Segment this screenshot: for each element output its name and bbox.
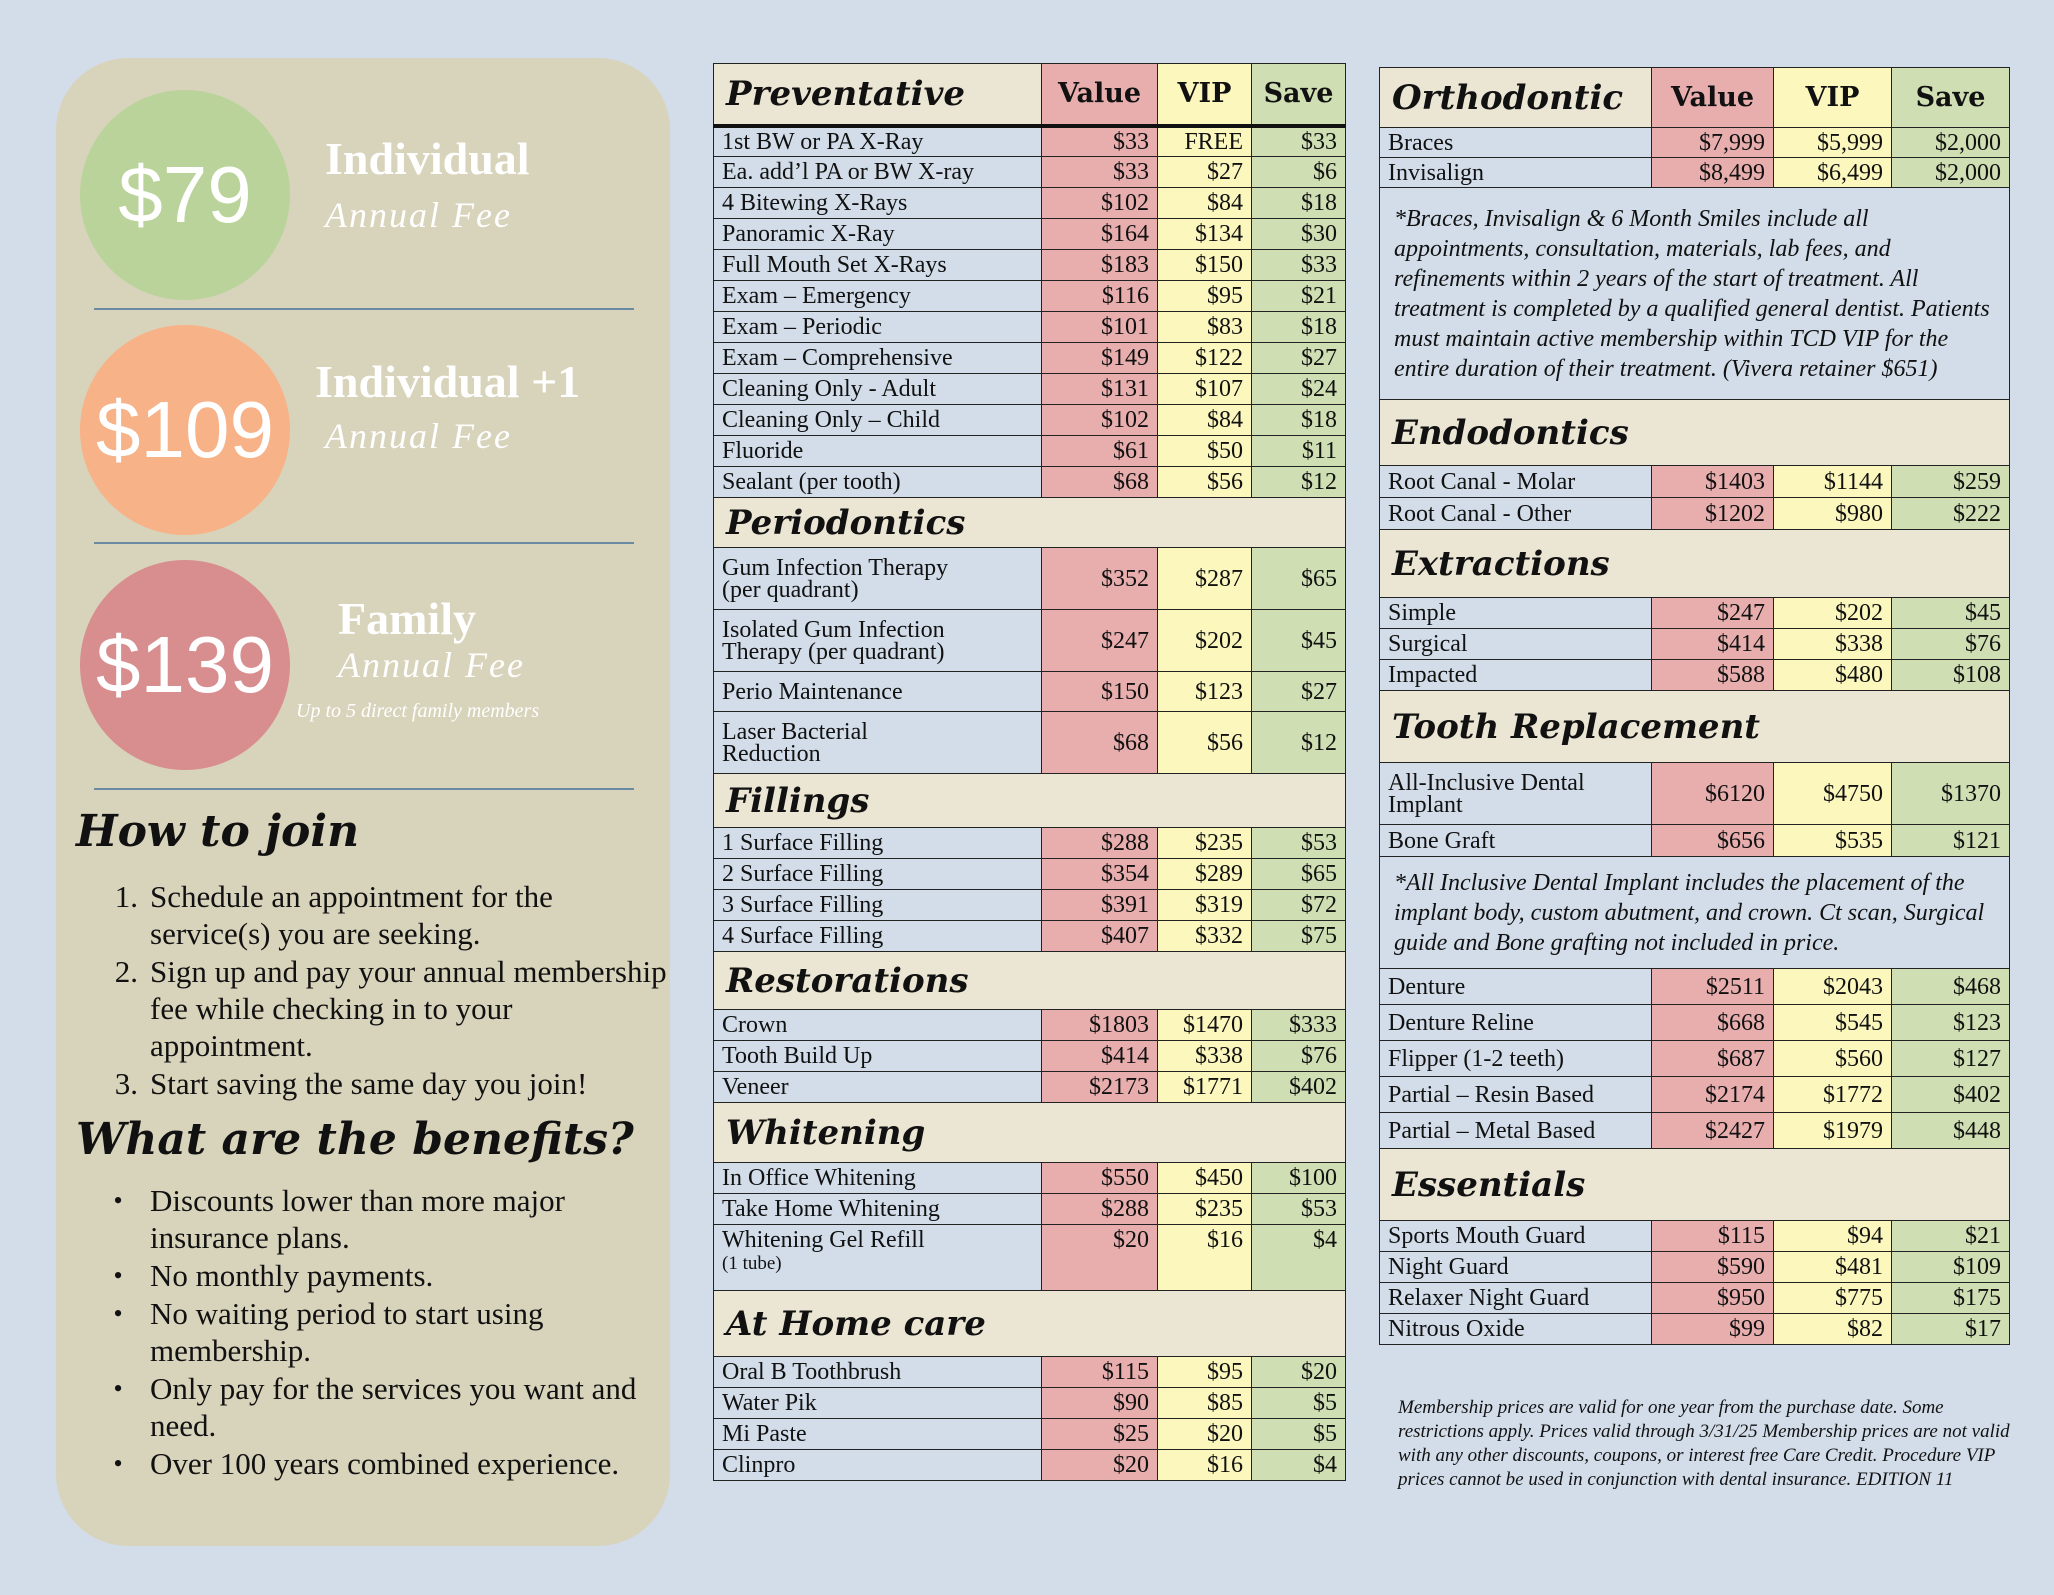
- table-row: [714, 1357, 1346, 1388]
- vip-price: $95: [1158, 1357, 1252, 1388]
- savings: $127: [1892, 1041, 2010, 1077]
- vip-price: $1470: [1158, 1010, 1252, 1041]
- service-name: Bone Graft: [1380, 825, 1652, 857]
- value-price: $588: [1652, 660, 1774, 691]
- vip-price: $775: [1774, 1283, 1892, 1314]
- table-row: [1380, 466, 2010, 498]
- value-price: $391: [1042, 890, 1158, 921]
- savings: $402: [1252, 1072, 1346, 1103]
- service-name: Simple: [1380, 598, 1652, 629]
- list-item: • Discounts lower than more major insurance plans.: [113, 1183, 565, 1255]
- service-name: 4 Surface Filling: [714, 921, 1042, 952]
- table-row: [1380, 1077, 2010, 1113]
- section-title-periodontics: Periodontics: [714, 498, 1346, 548]
- vip-price: $84: [1158, 405, 1252, 436]
- value-price: $1803: [1042, 1010, 1158, 1041]
- savings: $109: [1892, 1252, 2010, 1283]
- value-price: $116: [1042, 281, 1158, 312]
- service-name: Tooth Build Up: [714, 1041, 1042, 1072]
- savings: $121: [1892, 825, 2010, 857]
- service-name: Sealant (per tooth): [714, 467, 1042, 498]
- service-name: Laser Bacterial Reduction: [714, 712, 1042, 774]
- table-row: [1380, 629, 2010, 660]
- table-row: [1380, 498, 2010, 530]
- table-row: [1380, 1113, 2010, 1149]
- savings: $76: [1252, 1041, 1346, 1072]
- benefits-list: [98, 1182, 668, 1483]
- vip-price: $85: [1158, 1388, 1252, 1419]
- service-name: Relaxer Night Guard: [1380, 1283, 1652, 1314]
- list-item: 3. Start saving the same day you join!: [114, 1066, 588, 1101]
- service-name: Oral B Toothbrush: [714, 1357, 1042, 1388]
- vip-price: $16: [1158, 1225, 1252, 1291]
- vip-price: $20: [1158, 1419, 1252, 1450]
- savings: $76: [1892, 629, 2010, 660]
- column-header-save: Save: [1892, 68, 2010, 128]
- section-title-restorations: Restorations: [714, 952, 1346, 1010]
- service-name: Take Home Whitening: [714, 1194, 1042, 1225]
- vip-price: $980: [1774, 498, 1892, 530]
- vip-price: $4750: [1774, 763, 1892, 825]
- value-price: $687: [1652, 1041, 1774, 1077]
- vip-price: $289: [1158, 859, 1252, 890]
- section-title-preventative: Preventative: [714, 64, 1042, 126]
- value-price: $7,999: [1652, 128, 1774, 158]
- table-row: [1380, 1283, 2010, 1314]
- table-row: [1380, 1041, 2010, 1077]
- savings: $175: [1892, 1283, 2010, 1314]
- section-title-tooth-replacement: Tooth Replacement: [1380, 691, 2010, 763]
- plan-individual: [80, 90, 640, 300]
- savings: $24: [1252, 374, 1346, 405]
- value-price: $2427: [1652, 1113, 1774, 1149]
- price-table-middle: [713, 63, 1346, 1481]
- orthodontic-note: *Braces, Invisalign & 6 Month Smiles include all appointments, consultation, materials, lab fees, and refinements within 2 years of the start of treatment. All treatment is completed by a qualified general dentist. Patients must maintain active membership within TCD VIP for the entire duration of their treatment. (Vivera retainer $651): [1380, 188, 2010, 400]
- vip-price: $1979: [1774, 1113, 1892, 1149]
- value-price: $2174: [1652, 1077, 1774, 1113]
- value-price: $8,499: [1652, 158, 1774, 188]
- vip-price: $1144: [1774, 466, 1892, 498]
- column-header-vip: VIP: [1158, 64, 1252, 126]
- vip-price: $560: [1774, 1041, 1892, 1077]
- service-name: Ea. add’l PA or BW X-ray: [714, 157, 1042, 188]
- service-name: Exam – Emergency: [714, 281, 1042, 312]
- service-name: Nitrous Oxide: [1380, 1314, 1652, 1345]
- service-name: Exam – Periodic: [714, 312, 1042, 343]
- savings: $6: [1252, 157, 1346, 188]
- table-row: [714, 1163, 1346, 1194]
- service-name: In Office Whitening: [714, 1163, 1042, 1194]
- savings: $17: [1892, 1314, 2010, 1345]
- table-row: [714, 281, 1346, 312]
- value-price: $20: [1042, 1450, 1158, 1481]
- value-price: $68: [1042, 712, 1158, 774]
- value-price: $414: [1652, 629, 1774, 660]
- value-price: $33: [1042, 126, 1158, 157]
- table-row: [714, 1388, 1346, 1419]
- plan-name: Family: [338, 593, 476, 644]
- value-price: $1403: [1652, 466, 1774, 498]
- value-price: $99: [1652, 1314, 1774, 1345]
- price-circle: $79: [80, 90, 290, 300]
- benefits-heading: What are the benefits?: [76, 1114, 634, 1165]
- service-name: Full Mouth Set X-Rays: [714, 250, 1042, 281]
- vip-price: $1772: [1774, 1077, 1892, 1113]
- value-price: $131: [1042, 374, 1158, 405]
- vip-price: $450: [1158, 1163, 1252, 1194]
- vip-price: $1771: [1158, 1072, 1252, 1103]
- service-name: Root Canal - Other: [1380, 498, 1652, 530]
- column-header-save: Save: [1252, 64, 1346, 126]
- table-row: [1380, 1252, 2010, 1283]
- section-title-whitening: Whitening: [714, 1103, 1346, 1163]
- vip-price: $150: [1158, 250, 1252, 281]
- column-header-value: Value: [1042, 64, 1158, 126]
- vip-price: $332: [1158, 921, 1252, 952]
- vip-price: FREE: [1158, 126, 1252, 157]
- savings: $2,000: [1892, 128, 2010, 158]
- value-price: $102: [1042, 405, 1158, 436]
- section-title-orthodontic: Orthodontic: [1380, 68, 1652, 128]
- service-name: Impacted: [1380, 660, 1652, 691]
- table-row: [714, 610, 1346, 672]
- savings: $18: [1252, 405, 1346, 436]
- table-row: [714, 921, 1346, 952]
- savings: $18: [1252, 312, 1346, 343]
- savings: $21: [1252, 281, 1346, 312]
- value-price: $1202: [1652, 498, 1774, 530]
- service-name: Night Guard: [1380, 1252, 1652, 1283]
- list-item: 1. Schedule an appointment for the service(s) you are seeking.: [114, 879, 553, 951]
- table-row: [714, 1225, 1346, 1291]
- plan-individual-plus-one: [80, 325, 640, 535]
- vip-price: $235: [1158, 1194, 1252, 1225]
- value-price: $550: [1042, 1163, 1158, 1194]
- service-name: Crown: [714, 1010, 1042, 1041]
- table-row: [714, 548, 1346, 610]
- table-row: [714, 126, 1346, 157]
- service-name: Root Canal - Molar: [1380, 466, 1652, 498]
- vip-price: $122: [1158, 343, 1252, 374]
- value-price: $149: [1042, 343, 1158, 374]
- table-row: [1380, 763, 2010, 825]
- vip-price: $83: [1158, 312, 1252, 343]
- value-price: $288: [1042, 1194, 1158, 1225]
- value-price: $590: [1652, 1252, 1774, 1283]
- price-circle: $139: [80, 560, 290, 770]
- value-price: $25: [1042, 1419, 1158, 1450]
- plan-note: Up to 5 direct family members: [296, 700, 540, 722]
- divider: [94, 542, 634, 544]
- how-to-join-steps: [98, 878, 668, 1103]
- service-name: 1 Surface Filling: [714, 828, 1042, 859]
- table-row: [714, 859, 1346, 890]
- price-circle: $109: [80, 325, 290, 535]
- table-row: [714, 672, 1346, 712]
- vip-price: $287: [1158, 548, 1252, 610]
- list-item: • No monthly payments.: [113, 1258, 434, 1293]
- savings: $45: [1252, 610, 1346, 672]
- section-title-extractions: Extractions: [1380, 530, 2010, 598]
- service-name: Veneer: [714, 1072, 1042, 1103]
- savings: $53: [1252, 1194, 1346, 1225]
- column-header-value: Value: [1652, 68, 1774, 128]
- service-name: 4 Bitewing X-Rays: [714, 188, 1042, 219]
- service-name: Whitening Gel Refill (1 tube): [714, 1225, 1042, 1291]
- value-price: $183: [1042, 250, 1158, 281]
- table-row: [714, 219, 1346, 250]
- table-row: [714, 1072, 1346, 1103]
- value-price: $354: [1042, 859, 1158, 890]
- table-row: [1380, 825, 2010, 857]
- savings: $402: [1892, 1077, 2010, 1113]
- savings: $108: [1892, 660, 2010, 691]
- value-price: $414: [1042, 1041, 1158, 1072]
- service-name: Cleaning Only – Child: [714, 405, 1042, 436]
- service-name: All-Inclusive Dental Implant: [1380, 763, 1652, 825]
- savings: $100: [1252, 1163, 1346, 1194]
- vip-price: $6,499: [1774, 158, 1892, 188]
- savings: $11: [1252, 436, 1346, 467]
- table-row: [714, 1419, 1346, 1450]
- value-price: $61: [1042, 436, 1158, 467]
- value-price: $90: [1042, 1388, 1158, 1419]
- section-title-endodontics: Endodontics: [1380, 400, 2010, 466]
- savings: $4: [1252, 1225, 1346, 1291]
- service-name: Partial – Metal Based: [1380, 1113, 1652, 1149]
- table-row: [714, 1041, 1346, 1072]
- value-price: $668: [1652, 1005, 1774, 1041]
- table-row: [714, 890, 1346, 921]
- value-price: $2511: [1652, 969, 1774, 1005]
- table-row: [714, 405, 1346, 436]
- table-row: [1380, 660, 2010, 691]
- table-row: [714, 1450, 1346, 1481]
- table-row: [714, 1194, 1346, 1225]
- value-price: $33: [1042, 157, 1158, 188]
- membership-panel: [56, 58, 670, 1546]
- vip-price: $545: [1774, 1005, 1892, 1041]
- value-price: $115: [1042, 1357, 1158, 1388]
- table-row: [1380, 158, 2010, 188]
- vip-price: $134: [1158, 219, 1252, 250]
- table-row: [1380, 969, 2010, 1005]
- vip-price: $84: [1158, 188, 1252, 219]
- savings: $333: [1252, 1010, 1346, 1041]
- value-price: $656: [1652, 825, 1774, 857]
- service-name: Sports Mouth Guard: [1380, 1221, 1652, 1252]
- price-table-right: [1379, 67, 2010, 1345]
- savings: $5: [1252, 1419, 1346, 1450]
- how-to-join-heading: How to join: [76, 806, 360, 857]
- section-title-fillings: Fillings: [714, 774, 1346, 828]
- vip-price: $338: [1158, 1041, 1252, 1072]
- savings: $75: [1252, 921, 1346, 952]
- implant-note: *All Inclusive Dental Implant includes the placement of the implant body, custom abutment, and crown. Ct scan, Surgical guide and Bone grafting not included in price.: [1380, 857, 2010, 969]
- vip-price: $202: [1158, 610, 1252, 672]
- vip-price: $338: [1774, 629, 1892, 660]
- table-row: [1380, 1314, 2010, 1345]
- table-row: [714, 250, 1346, 281]
- savings: $468: [1892, 969, 2010, 1005]
- savings: $259: [1892, 466, 2010, 498]
- section-title-essentials: Essentials: [1380, 1149, 2010, 1221]
- table-row: [1380, 1221, 2010, 1252]
- savings: $123: [1892, 1005, 2010, 1041]
- savings: $20: [1252, 1357, 1346, 1388]
- service-name: Cleaning Only - Adult: [714, 374, 1042, 405]
- service-name: Partial – Resin Based: [1380, 1077, 1652, 1113]
- service-name: Surgical: [1380, 629, 1652, 660]
- list-item: • Only pay for the services you want and need.: [113, 1371, 637, 1443]
- table-row: [714, 467, 1346, 498]
- service-name: Isolated Gum Infection Therapy (per quadrant): [714, 610, 1042, 672]
- list-item: 2. Sign up and pay your annual membership fee while checking in to your appointment.: [114, 954, 667, 1063]
- list-item: • No waiting period to start using membership.: [113, 1296, 544, 1368]
- savings: $448: [1892, 1113, 2010, 1149]
- vip-price: $2043: [1774, 969, 1892, 1005]
- savings: $65: [1252, 859, 1346, 890]
- vip-price: $235: [1158, 828, 1252, 859]
- vip-price: $27: [1158, 157, 1252, 188]
- savings: $4: [1252, 1450, 1346, 1481]
- service-name: Exam – Comprehensive: [714, 343, 1042, 374]
- vip-price: $123: [1158, 672, 1252, 712]
- table-row: [1380, 128, 2010, 158]
- savings: $27: [1252, 343, 1346, 374]
- service-name: Water Pik: [714, 1388, 1042, 1419]
- savings: $53: [1252, 828, 1346, 859]
- value-price: $101: [1042, 312, 1158, 343]
- vip-price: $107: [1158, 374, 1252, 405]
- vip-price: $95: [1158, 281, 1252, 312]
- savings: $72: [1252, 890, 1346, 921]
- table-row: [714, 436, 1346, 467]
- savings: $12: [1252, 467, 1346, 498]
- value-price: $247: [1042, 610, 1158, 672]
- plan-fee-label: Annual Fee: [325, 416, 512, 456]
- vip-price: $56: [1158, 712, 1252, 774]
- service-name: Flipper (1-2 teeth): [1380, 1041, 1652, 1077]
- table-row: [1380, 598, 2010, 629]
- savings: $65: [1252, 548, 1346, 610]
- service-name: Invisalign: [1380, 158, 1652, 188]
- table-row: [714, 312, 1346, 343]
- list-item: • Over 100 years combined experience.: [113, 1446, 620, 1481]
- service-name: Braces: [1380, 128, 1652, 158]
- service-name: Denture: [1380, 969, 1652, 1005]
- savings: $1370: [1892, 763, 2010, 825]
- savings: $222: [1892, 498, 2010, 530]
- savings: $45: [1892, 598, 2010, 629]
- vip-price: $535: [1774, 825, 1892, 857]
- table-row: [714, 343, 1346, 374]
- value-price: $115: [1652, 1221, 1774, 1252]
- vip-price: $202: [1774, 598, 1892, 629]
- vip-price: $480: [1774, 660, 1892, 691]
- vip-price: $50: [1158, 436, 1252, 467]
- value-price: $68: [1042, 467, 1158, 498]
- value-price: $102: [1042, 188, 1158, 219]
- plan-name: Individual: [325, 133, 530, 184]
- vip-price: $56: [1158, 467, 1252, 498]
- plan-name: Individual +1: [315, 356, 581, 407]
- vip-price: $16: [1158, 1450, 1252, 1481]
- savings: $33: [1252, 126, 1346, 157]
- value-price: $950: [1652, 1283, 1774, 1314]
- savings: $18: [1252, 188, 1346, 219]
- value-price: $247: [1652, 598, 1774, 629]
- plan-family: [80, 560, 640, 770]
- vip-price: $94: [1774, 1221, 1892, 1252]
- table-row: [714, 374, 1346, 405]
- table-row: [1380, 1005, 2010, 1041]
- table-row: [714, 157, 1346, 188]
- savings: $5: [1252, 1388, 1346, 1419]
- service-name: 2 Surface Filling: [714, 859, 1042, 890]
- service-name: Perio Maintenance: [714, 672, 1042, 712]
- divider: [94, 788, 634, 790]
- plan-fee-label: Annual Fee: [338, 645, 525, 685]
- service-name: 1st BW or PA X-Ray: [714, 126, 1042, 157]
- value-price: $150: [1042, 672, 1158, 712]
- vip-price: $481: [1774, 1252, 1892, 1283]
- service-name: 3 Surface Filling: [714, 890, 1042, 921]
- savings: $33: [1252, 250, 1346, 281]
- savings: $30: [1252, 219, 1346, 250]
- service-name: Denture Reline: [1380, 1005, 1652, 1041]
- table-row: [714, 1010, 1346, 1041]
- value-price: $164: [1042, 219, 1158, 250]
- service-name: Panoramic X-Ray: [714, 219, 1042, 250]
- value-price: $288: [1042, 828, 1158, 859]
- value-price: $6120: [1652, 763, 1774, 825]
- value-price: $2173: [1042, 1072, 1158, 1103]
- table-row: [714, 188, 1346, 219]
- table-row: [714, 712, 1346, 774]
- service-name: Mi Paste: [714, 1419, 1042, 1450]
- table-row: [714, 828, 1346, 859]
- section-title-home-care: At Home care: [714, 1291, 1346, 1357]
- plan-fee-label: Annual Fee: [325, 195, 512, 235]
- vip-price: $82: [1774, 1314, 1892, 1345]
- savings: $2,000: [1892, 158, 2010, 188]
- divider: [94, 308, 634, 310]
- value-price: $20: [1042, 1225, 1158, 1291]
- savings: $27: [1252, 672, 1346, 712]
- savings: $12: [1252, 712, 1346, 774]
- vip-price: $5,999: [1774, 128, 1892, 158]
- value-price: $352: [1042, 548, 1158, 610]
- savings: $21: [1892, 1221, 2010, 1252]
- vip-price: $319: [1158, 890, 1252, 921]
- service-name: Gum Infection Therapy (per quadrant): [714, 548, 1042, 610]
- service-name: Clinpro: [714, 1450, 1042, 1481]
- value-price: $407: [1042, 921, 1158, 952]
- service-name: Fluoride: [714, 436, 1042, 467]
- column-header-vip: VIP: [1774, 68, 1892, 128]
- footer-disclaimer: Membership prices are valid for one year from the purchase date. Some restrictions apply. Prices valid through 3/31/25 Membership prices are not valid with any other discounts, coupons, or interest free Care Credit. Procedure VIP prices cannot be used in conjunction with dental insurance. EDITION 11: [1398, 1397, 2010, 1490]
